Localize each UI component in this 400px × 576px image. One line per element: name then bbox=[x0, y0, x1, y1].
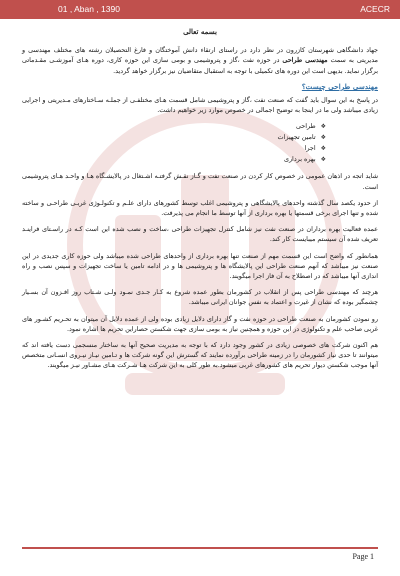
diamond-bullet-icon: ❖ bbox=[320, 134, 326, 142]
diamond-bullet-icon: ❖ bbox=[320, 123, 326, 131]
section-intro-paragraph: در پاسخ به این سوال باید گفت که صنعت نفت ،گاز و پتروشیمی شامل قسمت هـای مختلفـی از جملـه سـاختارهای مـدیریتی و اجرایی زیادی میباشد ولی ما در اینجا به توضیح اجمالی در خصوص موارد زیر خواهیم داشت. bbox=[22, 96, 378, 115]
header-acronym: ACECR bbox=[360, 4, 390, 14]
document-body bbox=[22, 27, 378, 377]
list-item-label: طراحی bbox=[295, 122, 316, 131]
list-item-label: بهره برداری bbox=[283, 155, 316, 164]
intro-bold-term: مهندسی طراحی bbox=[282, 56, 328, 65]
header-date: 01 , Aban , 1390 bbox=[58, 4, 120, 14]
body-paragraph: هرچند که مهندسی طراحی پس از انقلاب در کشورمان بطور عمده شروع به کـار جـدی نمـود ولـی شـتاب روز افـزون آن بسـیار چشمگیر بوده که نشان از غیرت و اعتماد به نفس جوانان ایرانی میباشد. bbox=[22, 288, 378, 307]
bullet-list bbox=[22, 121, 378, 165]
body-paragraph: همانطور که واضح است این قسمت مهم از صنعت تنها بهره برداری از واحدهای طراحی شده میباشد ولی حوزه کاری جدیدی در این صنعت نیز میباشد که آنهم صنعت طراحی این پالایشگاه ها و پتروشیمی ها و در ادامه تامین یا ساخت تجهیزات و سپس نصب و راه اندازی آنها میباشد که در اصطلاح به آن فاز اجرا میگویند. bbox=[22, 251, 378, 281]
body-paragraph: هم اکنون شرکت های خصوصی زیادی در کشور وجود دارد که با توجه به مدیریت صحیح آنها به ساختار منسجمی دست یافته اند که میتوانند تا حدی نیاز کشورمان را در زمینه طراحی برآورده نمایند که گسترش این گونه شرکت ها و تـامین نیـاز نیـروی انسـانی متخصص آنها موجب شکستن دیوار تحریم های کشورهای غربی میشود.به طور کلی به این شرکت هـا شـرکت هـای مشـاور نیـز میگویند. bbox=[22, 341, 378, 370]
page-number: Page 1 bbox=[352, 552, 374, 561]
basmala: بسمه تعالی bbox=[183, 27, 217, 36]
intro-text-start: جهاد دانشگاهی شهرستان کازرون در نظر دارد در راستای ارتقاء دانش آموختگان و فارغ التحصیلان رشته های مختلف مهندسی و مدیریتی به سمت bbox=[22, 46, 378, 65]
intro-text-end: در حوزه نفت ،گاز و پتروشیمی و بومی سازی این حوزه کاری، دوره هـای آموزشـی مقـدماتی برگزار نماید. بدیهی است این دوره های تکمیلی با توجه به استقبال متقاضیان نیز برگزار خواهد گردید. bbox=[22, 56, 378, 75]
list-item-label: اجرا bbox=[304, 144, 316, 153]
diamond-bullet-icon: ❖ bbox=[320, 156, 326, 164]
list-item bbox=[22, 154, 326, 165]
list-item bbox=[22, 132, 326, 143]
header-bar bbox=[0, 0, 400, 19]
footer-divider bbox=[22, 547, 378, 549]
list-item-label: تامین تجهیزات bbox=[277, 133, 316, 142]
list-item bbox=[22, 121, 326, 132]
list-item bbox=[22, 143, 326, 154]
body-paragraph: از حدود یکصد سال گذشته واحدهای پالایشگاهی و پتروشیمی اغلب توسط کشورهای دارای علـم و تکنولـوژی غربـی طراحـی و ساخته شده و تنها اجرای برخی قسمتها یا بهره برداری از آنها توسط ما انجام می پذیرفت. bbox=[22, 198, 378, 218]
diamond-bullet-icon: ❖ bbox=[320, 145, 326, 153]
body-paragraph: شاید اتجه در اذهان عمومی در خصوص کار کردن در صنعت نفت و گـاز نقـش گرفتـه اشـتغال در پالایشـگاه هـا و واحـد هـای پتروشیمی است. bbox=[22, 172, 378, 191]
body-paragraph: رو نمودن کشورمان به صنعت طراحی در حوزه نفت و گاز دارای دلایل زیادی بوده ولی از عمده دلایل آن میتوان به تحـریم کشـور های غربی صاحب علم و تکنولوژی در این حوزه و همچنین نیاز به بومی سازی جهت شکستن حصاراین تحریم ها اشاره نمود. bbox=[22, 314, 378, 333]
intro-paragraph bbox=[22, 45, 378, 76]
body-paragraph: عمده فعالیت بهره برداران در صنعت نفت نیز شامل کنترل تجهیزات طراحی ،ساخت و نصب شده این است کـه در راسـتای فراینـد تعریف شده آن سیستم میبایست کار کند. bbox=[22, 225, 378, 244]
section-heading: مهندسی طراحی چیست؟ bbox=[301, 81, 378, 91]
